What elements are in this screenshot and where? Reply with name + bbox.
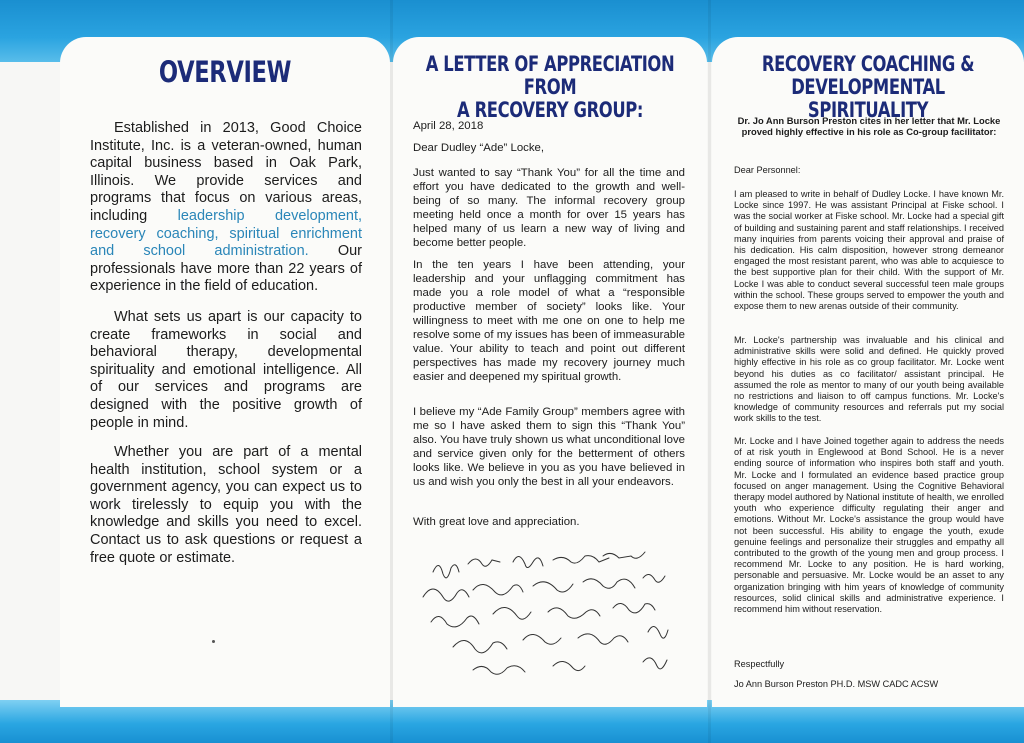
overview-text: Our professionals have more than 22 years of experience in the field of education.: [90, 243, 362, 295]
coaching-signature: Jo Ann Burson Preston PH.D. MSW CADC ACSW: [734, 679, 939, 689]
overview-panel: [60, 37, 390, 707]
coaching-intro: Dr. Jo Ann Burson Preston cites in her letter that Mr. Locke proved highly effective in his role as Co-group facilitator:: [737, 115, 1001, 138]
coaching-paragraph-3: Mr. Locke and I have Joined together again to address the needs of at risk youth in Englewood at Bond School. He is a never ending source of information who inspires both staff and youth. Mr. Locke and I formulated an evidence based practice group focused on anger management. Using the Cognitive Behavioral therapy model authored by National institute of health, we enrolled youth who experience difficulty regulating their anger and emotions. Without Mr. Locke's assistance the group would have not been successful. His ability to engage the youth, exude genuine feelings and personalize their struggles and empathy all contributed to the growth of the young men and group process. I recommend Mr. Locke to any position. He is hard working, personable and persuasive. Mr. Locke would be an asset to any organization bringing with him years of knowledge of community resources, solid clinical skills and administrative experience. I recommend him without reservation.: [734, 436, 1004, 615]
group-signatures: [413, 542, 688, 692]
letter-paragraph-2: In the ten years I have been attending, your leadership and your unflagging commitment has made you a role model of what a “responsible productive member of society” looks like. Your willingness to meet with me one on one to help me resolve some of my issues has been of immeasurable value. Your ability to teach and point out different perspectives has made my recovery journey much easier and deepened my spiritual growth.: [413, 259, 685, 383]
coaching-paragraph-1: I am pleased to write in behalf of Dudley Locke. I have known Mr. Locke since 1997. He was assistant Principal at Fiske school. I was the social worker at Fiske school. Mr. Locke had a special gift of building and sustaining parent and staff relationships. I received many inquiries from parents voicing their approval and praise of his dedication. His calm disposition, however strong demeanor engaged the most resistant parent, who was able to acquiesce to the best supportive plan for their child. With the support of Mr. Locke I was able to conduct several successful teen male groups within the school. These groups served to empower the youth and expose them to new arenas outside of their community.: [734, 189, 1004, 312]
overview-highlight: leadership development, recovery coaching, spiritual enrichment and school administration.: [90, 207, 362, 260]
letter-paragraph-3: I believe my “Ade Family Group” members agree with me so I have asked them to sign this “Thank You” also. You have truly shown us what unconditional love and service given only for the betterment of others looks like. We believe in you as you have believed in us and wish you only the best in all your endeavors.: [413, 406, 685, 488]
letter-date: April 28, 2018: [413, 120, 484, 132]
overview-paragraph-2: What sets us apart is our capacity to create frameworks in social and behavioral therapy, developmental spirituality and emotional intelligence. All of our services and programs are designed with the positive growth of people in mind.: [90, 309, 362, 431]
overview-title: OVERVIEW: [158, 55, 292, 89]
letter-title: [412, 53, 688, 122]
letter-salutation: Dear Dudley “Ade” Locke,: [413, 142, 545, 154]
letter-paragraph-1: Just wanted to say “Thank You” for all the time and effort you have dedicated to the growth and well-being of so many. The informal recovery group meeting held once a month for over 15 years has helped many of us learn a new way of living and become better people.: [413, 167, 685, 249]
coaching-salutation: Dear Personnel:: [734, 165, 801, 175]
coaching-title-line: RECOVERY COACHING &: [761, 52, 975, 76]
fold-line: [708, 0, 711, 743]
letter-title-line: A RECOVERY GROUP:: [456, 98, 644, 122]
letter-closing: With great love and appreciation.: [413, 516, 580, 528]
coaching-title: [731, 53, 1006, 122]
speck: [212, 640, 215, 643]
coaching-paragraph-2: Mr. Locke's partnership was invaluable and his clinical and administrative skills were solid and defined. He quickly proved highly effective in his role as co group facilitator. Mr. Locke went beyond his duties as co facilitator/ assistant principal. He assumed the role as mentor to many of our youth being available no restrictions and liaison to off campus functions. Mr. Locke's knowledge of community resources and referrals put my social work skills to the test.: [734, 335, 1004, 424]
coaching-closing: Respectfully: [734, 659, 785, 669]
overview-paragraph-1: [90, 120, 362, 296]
coaching-title-line: DEVELOPMENTAL SPIRITUALITY: [791, 75, 945, 122]
letter-panel: [393, 37, 707, 707]
overview-paragraph-3: Whether you are part of a mental health institution, school system or a government agency, you can expect us to work tirelessly to equip you with the knowledge and skills you need to excel. Contact us to ask questions or request a free quote or estimate.: [90, 444, 362, 566]
coaching-panel: [712, 37, 1024, 707]
letter-title-line: A LETTER OF APPRECIATION FROM: [425, 52, 675, 99]
overview-text: Established in 2013, Good Choice Institute, Inc. is a veteran-owned, human capital business based in Oak Park, Illinois. We provide services and programs that focus on various areas, including: [90, 120, 362, 224]
